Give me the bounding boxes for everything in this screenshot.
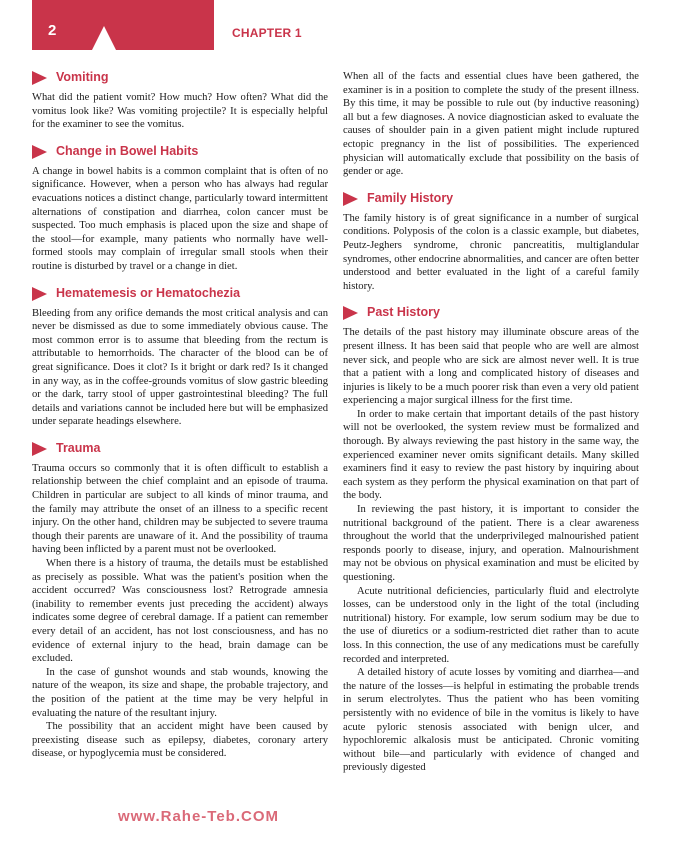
section-heading-hematemesis-or-hematochezia bbox=[32, 286, 328, 301]
body-paragraph: The family history is of great significance in a number of surgical conditions. Polyposis of the colon is a classic example, but diabetes, Peutz-Jeghers syndrome, chronic pancreatitis, multiglandular syndromes, other endocrine abnormalities, and cancer are often better understood and better evaluated in the light of a careful family history. bbox=[343, 212, 639, 292]
header-bar bbox=[32, 0, 214, 50]
heading-arrow-icon bbox=[32, 287, 47, 301]
section-heading-text: Past History bbox=[367, 305, 440, 320]
body-paragraph: Bleeding from any orifice demands the most critical analysis and can never be dismissed as due to some immediately obvious cause. The most common error is to assume that bleeding from the rectum is attributable to hemorrhoids. The character of the blood can be of great significance. Does it clot? Is it bright or dark red? Is it changed in any way, as in the coffee-grounds vomitus of slow gastric bleeding or the dark, tarry stool of upper gastrointestinal bleeding? The full details and variations cannot be included here but will be emphasized under separate headings elsewhere. bbox=[32, 307, 328, 428]
section-heading-change-in-bowel-habits bbox=[32, 144, 328, 159]
body-paragraph: When there is a history of trauma, the details must be established as precisely as possible. What was the patient's position when the accident occurred? Was consciousness lost? Retrograde amnesia (inability to remember events just preceding the accident) always indicates some degree of cerebral damage. If a patient can remember every detail of an accident, has not lost consciousness, and has no evidence of external injury to the head, brain damage can be excluded. bbox=[32, 558, 328, 665]
body-paragraph: In the case of gunshot wounds and stab wounds, knowing the nature of the weapon, its size and shape, the probable trajectory, and the position of the patient at the time may be very helpful in evaluating the nature of the resultant injury. bbox=[32, 666, 328, 719]
heading-arrow-icon bbox=[32, 442, 47, 456]
body-paragraph: The details of the past history may illuminate obscure areas of the present illness. It has been said that people who are well are almost never sick, and people who are sick are almost never well. It is true that a patient with a long and complicated history of diseases and injuries is likely to be a much poorer risk than even a very old patient experiencing a major surgical illness for the first time. bbox=[343, 327, 639, 407]
body-paragraph: Acute nutritional deficiencies, particularly fluid and electrolyte losses, can be understood only in the light of the total (including nutritional) history. For example, low serum sodium may be due to the use of diuretics or a sodium-restricted diet rather than to acute loss. In this connection, the use of any medications must be carefully recorded and interpreted. bbox=[343, 585, 639, 665]
section-heading-trauma bbox=[32, 441, 328, 456]
heading-arrow-icon bbox=[343, 306, 358, 320]
watermark: www.Rahe-Teb.COM bbox=[118, 808, 280, 825]
header-notch bbox=[92, 26, 116, 50]
chapter-label: CHAPTER 1 bbox=[232, 26, 302, 40]
body-paragraph: Trauma occurs so commonly that it is often difficult to establish a relationship between the chief complaint and an episode of trauma. Children in particular are subject to all kinds of minor trauma, and the family may attribute the onset of an illness to a specific recent injury. On the other hand, children may be subjected to severe trauma though their parents are unaware of it. And the possibility of trauma having been inflicted by a parent must not be overlooked. bbox=[32, 462, 328, 556]
section-heading-vomiting bbox=[32, 70, 328, 85]
section-heading-text: Family History bbox=[367, 190, 454, 205]
section-heading-family-history bbox=[343, 191, 639, 206]
page-number: 2 bbox=[48, 22, 57, 39]
heading-arrow-icon bbox=[32, 71, 47, 85]
section-heading-text: Vomiting bbox=[56, 70, 109, 84]
heading-arrow-icon bbox=[32, 145, 47, 159]
body-paragraph: In order to make certain that important details of the past history will not be overlooked, the system review must be formalized and thorough. By always reviewing the past history in the same way, the experienced examiner never omits significant details. Many skilled examiners find it easy to review the past history by inquiring about each system as they perform the physical examination on that part of the body. bbox=[343, 408, 639, 502]
section-heading-text: Trauma bbox=[56, 440, 101, 455]
heading-arrow-icon bbox=[343, 192, 358, 206]
body-paragraph: What did the patient vomit? How much? How often? What did the vomitus look like? Was vomiting projectile? It is especially helpful for the examiner to see the vomitus. bbox=[32, 92, 328, 131]
body-paragraph: When all of the facts and essential clues have been gathered, the examiner is in a position to complete the study of the present illness. By this time, it may be possible to rule out (by inductive reasoning) all but a few diagnoses. A novice diagnostician asked to evaluate the causes of shoulder pain in a given patient might include ruptured ectopic pregnancy in the list of possibilities. The experienced physician will automatically exclude that possibility on the basis of gender or age. bbox=[343, 71, 639, 178]
section-heading-text: Change in Bowel Habits bbox=[56, 143, 199, 158]
body-paragraph: A detailed history of acute losses by vomiting and diarrhea—and the nature of the losses—is helpful in estimating the probable trends in serum electrolytes. Thus the patient who has been vomiting persistently with no evidence of bile in the vomitus is likely to have acute pyloric stenosis associated with benign ulcer, and hypochloremic alkalosis must be anticipated. Chronic vomiting without bile—and particularly with evidence of changed and previously digested bbox=[343, 667, 639, 774]
section-heading-past-history bbox=[343, 305, 639, 320]
body-paragraph: In reviewing the past history, it is important to consider the nutritional background of the patient. There is a clear awareness throughout the world that the underprivileged malnourished patient responds poorly to disease, injury, and operation. Malnourishment may not be obvious on physical examination and must be elicited by questioning. bbox=[343, 504, 639, 583]
section-heading-text: Hematemesis or Hematochezia bbox=[56, 285, 241, 300]
body-paragraph: The possibility that an accident might have been caused by preexisting disease such as epilepsy, diabetes, coronary artery disease, or hypoglycemia must be considered. bbox=[32, 721, 328, 760]
right-column bbox=[343, 70, 639, 775]
left-column bbox=[32, 70, 328, 761]
body-paragraph: A change in bowel habits is a common complaint that is often of no significance. However, when a person who has always had regular evacuations notices a distinct change, particularly toward intermittent alternations of constipation and diarrhea, colon cancer must be suspected. Too much emphasis is placed upon the size and shape of the stool—for example, many patients who normally have well-formed stools may complain of irregular small stools when their routine is disturbed by travel or a change in diet. bbox=[32, 165, 328, 272]
